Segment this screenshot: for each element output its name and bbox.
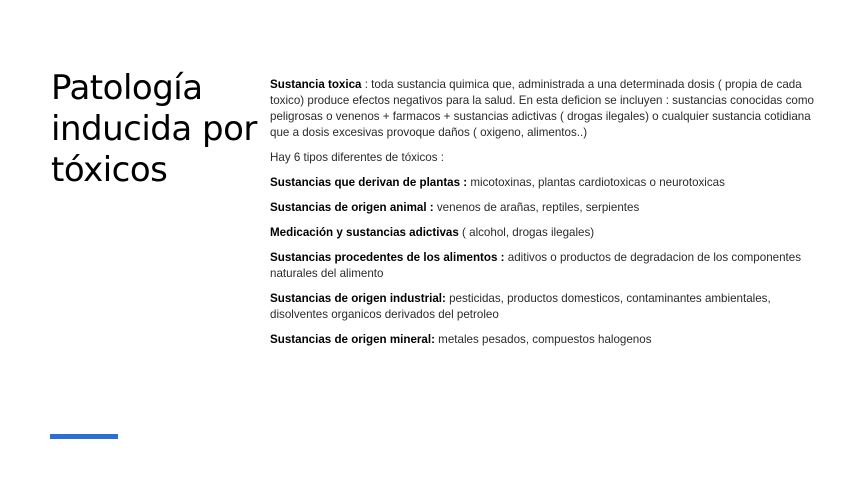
paragraph-medication bbox=[270, 225, 825, 241]
paragraph-term: Sustancias procedentes de los alimentos : bbox=[270, 251, 505, 264]
paragraph-term: Sustancias de origen mineral: bbox=[270, 333, 435, 346]
paragraph-text: Hay 6 tipos diferentes de tóxicos : bbox=[270, 151, 444, 164]
paragraph-definition bbox=[270, 77, 825, 141]
paragraph-term: Sustancias de origen industrial: bbox=[270, 292, 446, 305]
paragraph-text: venenos de arañas, reptiles, serpientes bbox=[433, 201, 640, 214]
paragraph-term: Sustancia toxica bbox=[270, 78, 362, 91]
paragraph-text: micotoxinas, plantas cardiotoxicas o neurotoxicas bbox=[467, 176, 725, 189]
slide-title bbox=[51, 68, 261, 191]
paragraph-term: Sustancias que derivan de plantas : bbox=[270, 176, 468, 189]
paragraph-plants bbox=[270, 175, 825, 191]
paragraph-term: Sustancias de origen animal : bbox=[270, 201, 434, 214]
paragraph-text: : toda sustancia quimica que, administrada a una determinada dosis ( propia de cada toxico) produce efectos negativos para la salud. En esta deficion se incluyen : sustancias conocidas como peligrosas o venenos + farmacos + sustancias adictivas ( drogas ilegales) o cualquier sustancia cotidiana que a dosis excesivas provoque daños ( oxigeno, alimentos..) bbox=[270, 78, 814, 139]
paragraph-text: aditivos o productos de degradacion de los componentes naturales del alimento bbox=[270, 251, 802, 280]
paragraph-animal bbox=[270, 200, 825, 216]
paragraph-intro bbox=[270, 150, 825, 166]
title-line: Patología bbox=[51, 68, 203, 108]
paragraph-text: ( alcohol, drogas ilegales) bbox=[458, 226, 595, 239]
slide-body bbox=[270, 77, 825, 357]
paragraph-food bbox=[270, 250, 825, 282]
paragraph-mineral bbox=[270, 332, 825, 348]
accent-bar bbox=[50, 434, 118, 439]
title-line: tóxicos bbox=[51, 150, 168, 190]
title-line: inducida por bbox=[51, 109, 257, 149]
paragraph-text: metales pesados, compuestos halogenos bbox=[434, 333, 652, 346]
paragraph-text: pesticidas, productos domesticos, contaminantes ambientales, disolventes organicos derivados del petroleo bbox=[270, 292, 771, 321]
paragraph-industrial bbox=[270, 291, 825, 323]
paragraph-term: Medicación y sustancias adictivas bbox=[270, 226, 459, 239]
